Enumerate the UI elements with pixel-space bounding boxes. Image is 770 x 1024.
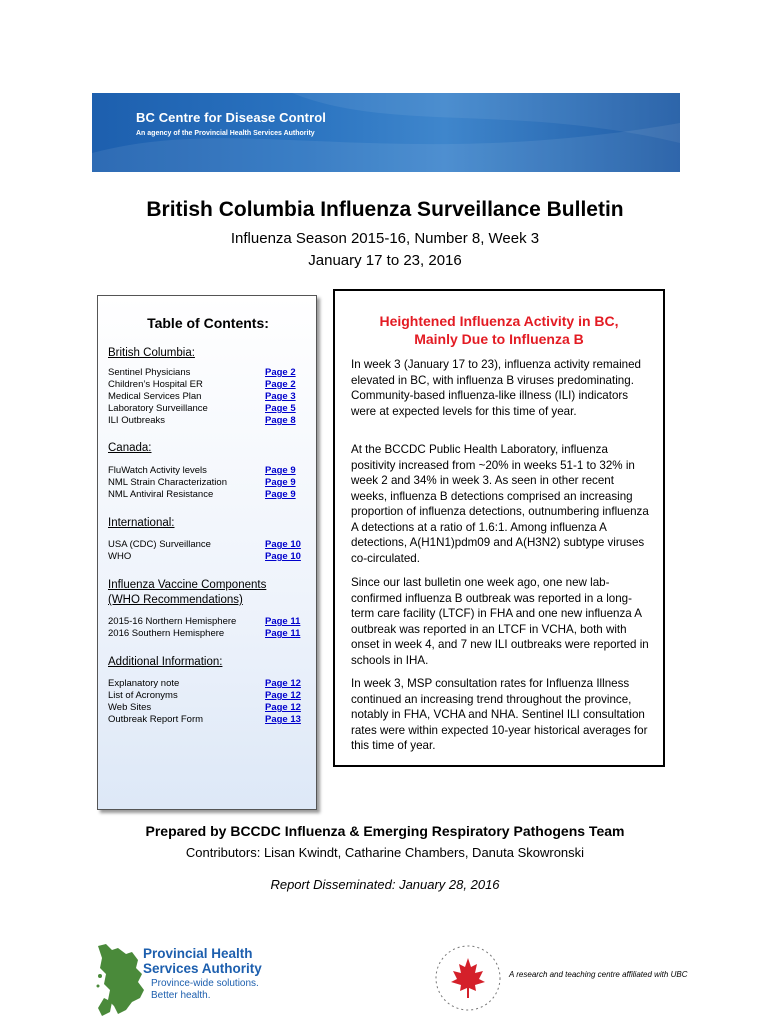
toc-item-label: 2015-16 Northern Hemisphere — [108, 616, 237, 627]
org-subtitle: An agency of the Provincial Health Services Authority — [136, 130, 315, 137]
toc-item[interactable] — [108, 367, 308, 379]
toc-item-label: FluWatch Activity levels — [108, 465, 207, 476]
toc-section-international: International: — [108, 517, 175, 529]
toc-section-vaccine-sub: (WHO Recommendations) — [108, 594, 243, 606]
highlights-paragraph-2: At the BCCDC Public Health Laboratory, influenza positivity increased from ~20% in weeks 51-1 to 32% in week 2 and 34% in week 3. As seen in other recent weeks, influenza B detections comprised an increasing proportion of influenza detections, outnumbering influenza A detections at a ratio of 1.6:1. Among influenza A detections, A(H1N1)pdm09 and A(H3N2) subtype viruses co-circulated. — [351, 443, 649, 565]
toc-item[interactable] — [108, 403, 308, 415]
maple-leaf-seal-icon — [430, 940, 506, 1016]
phsa-name — [143, 946, 262, 976]
toc-item[interactable] — [108, 690, 308, 702]
toc-section-bc: British Columbia: — [108, 347, 195, 359]
toc-item-label: Outbreak Report Form — [108, 714, 204, 725]
toc-item-label: Medical Services Plan — [108, 391, 202, 402]
toc-item[interactable] — [108, 415, 308, 427]
toc-page-link[interactable]: Page 9 — [265, 489, 296, 500]
phsa-tagline-line1: Province-wide solutions. — [151, 978, 259, 989]
toc-item-label: ILI Outbreaks — [108, 415, 166, 426]
toc-section-vaccine: Influenza Vaccine Components — [108, 579, 267, 591]
phsa-tagline — [151, 978, 259, 1002]
report-disseminated: Report Disseminated: January 28, 2016 — [270, 877, 500, 892]
toc-item[interactable] — [108, 702, 308, 714]
bccdc-banner — [92, 93, 680, 172]
toc-page-link[interactable]: Page 10 — [265, 539, 301, 550]
phsa-name-line2: Services Authority — [143, 961, 262, 976]
toc-item[interactable] — [108, 489, 308, 501]
toc-page-link[interactable]: Page 2 — [265, 379, 296, 390]
highlights-heading-line1: Heightened Influenza Activity in BC, — [379, 313, 619, 329]
toc-item-label: NML Antiviral Resistance — [108, 489, 214, 500]
toc-item[interactable] — [108, 551, 308, 563]
date-range: January 17 to 23, 2016 — [308, 252, 462, 269]
toc-page-link[interactable]: Page 10 — [265, 551, 301, 562]
toc-page-link[interactable]: Page 5 — [265, 403, 296, 414]
highlights-heading-line2: Mainly Due to Influenza B — [414, 331, 584, 347]
toc-item-label: USA (CDC) Surveillance — [108, 539, 211, 550]
toc-item-label: NML Strain Characterization — [108, 477, 227, 488]
toc-page-link[interactable]: Page 8 — [265, 415, 296, 426]
toc-item[interactable] — [108, 678, 308, 690]
toc-page-link[interactable]: Page 13 — [265, 714, 301, 725]
toc-item-label: 2016 Southern Hemisphere — [108, 628, 225, 639]
prepared-by: Prepared by BCCDC Influenza & Emerging Respiratory Pathogens Team — [145, 823, 625, 839]
table-of-contents — [97, 295, 317, 810]
highlights-paragraph-4: In week 3, MSP consultation rates for Influenza Illness continued an increasing trend throughout the province, notably in FHA, VCHA and NHA. Sentinel ILI consultation rates were within expected 10-year historical averages for this time of year. — [351, 677, 648, 752]
toc-page-link[interactable]: Page 12 — [265, 678, 301, 689]
phsa-tagline-line2: Better health. — [151, 990, 211, 1001]
toc-item-label: Laboratory Surveillance — [108, 403, 208, 414]
toc-item-label: Sentinel Physicians — [108, 367, 191, 378]
highlights-paragraph-1: In week 3 (January 17 to 23), influenza activity remained elevated in BC, with influenza B viruses predominating. Community-based influenza-like illness (ILI) indicators were at expected levels for this time of year. — [351, 358, 641, 418]
toc-item[interactable] — [108, 477, 308, 489]
toc-title: Table of Contents: — [147, 315, 269, 331]
toc-item-label: Children’s Hospital ER — [108, 379, 203, 390]
toc-page-link[interactable]: Page 3 — [265, 391, 296, 402]
toc-page-link[interactable]: Page 12 — [265, 690, 301, 701]
toc-item[interactable] — [108, 539, 308, 551]
toc-item[interactable] — [108, 391, 308, 403]
toc-item-label: WHO — [108, 551, 132, 562]
highlights-heading — [335, 312, 663, 348]
toc-item[interactable] — [108, 714, 308, 726]
toc-item-label: Explanatory note — [108, 678, 180, 689]
toc-page-link[interactable]: Page 9 — [265, 477, 296, 488]
bulletin-title: British Columbia Influenza Surveillance Bulletin — [146, 198, 624, 221]
highlights-paragraph-3: Since our last bulletin one week ago, one new lab-confirmed influenza B outbreak was reported in a long-term care facility (LTCF) in FHA and one new influenza A outbreak was reported in an LTCF in VCHA, both with onset in week 4, and 7 new ILI outbreaks were reported in schools in IHA. — [351, 576, 649, 667]
toc-page-link[interactable]: Page 11 — [265, 616, 301, 627]
toc-section-canada: Canada: — [108, 442, 152, 454]
season-line: Influenza Season 2015-16, Number 8, Week 3 — [230, 230, 540, 247]
ubc-affiliation: A research and teaching centre affiliated with UBC — [509, 970, 688, 979]
highlights-box — [333, 289, 665, 767]
toc-page-link[interactable]: Page 2 — [265, 367, 296, 378]
toc-item[interactable] — [108, 465, 308, 477]
toc-page-link[interactable]: Page 12 — [265, 702, 301, 713]
phsa-name-line1: Provincial Health — [143, 946, 253, 961]
org-name: BC Centre for Disease Control — [136, 110, 326, 125]
toc-item-label: Web Sites — [108, 702, 152, 713]
contributors: Contributors: Lisan Kwindt, Catharine Chambers, Danuta Skowronski — [185, 845, 585, 860]
toc-item[interactable] — [108, 616, 308, 628]
toc-item-label: List of Acronyms — [108, 690, 178, 701]
toc-item[interactable] — [108, 379, 308, 391]
toc-item[interactable] — [108, 628, 308, 640]
toc-page-link[interactable]: Page 9 — [265, 465, 296, 476]
toc-section-additional: Additional Information: — [108, 656, 223, 668]
toc-page-link[interactable]: Page 11 — [265, 628, 301, 639]
